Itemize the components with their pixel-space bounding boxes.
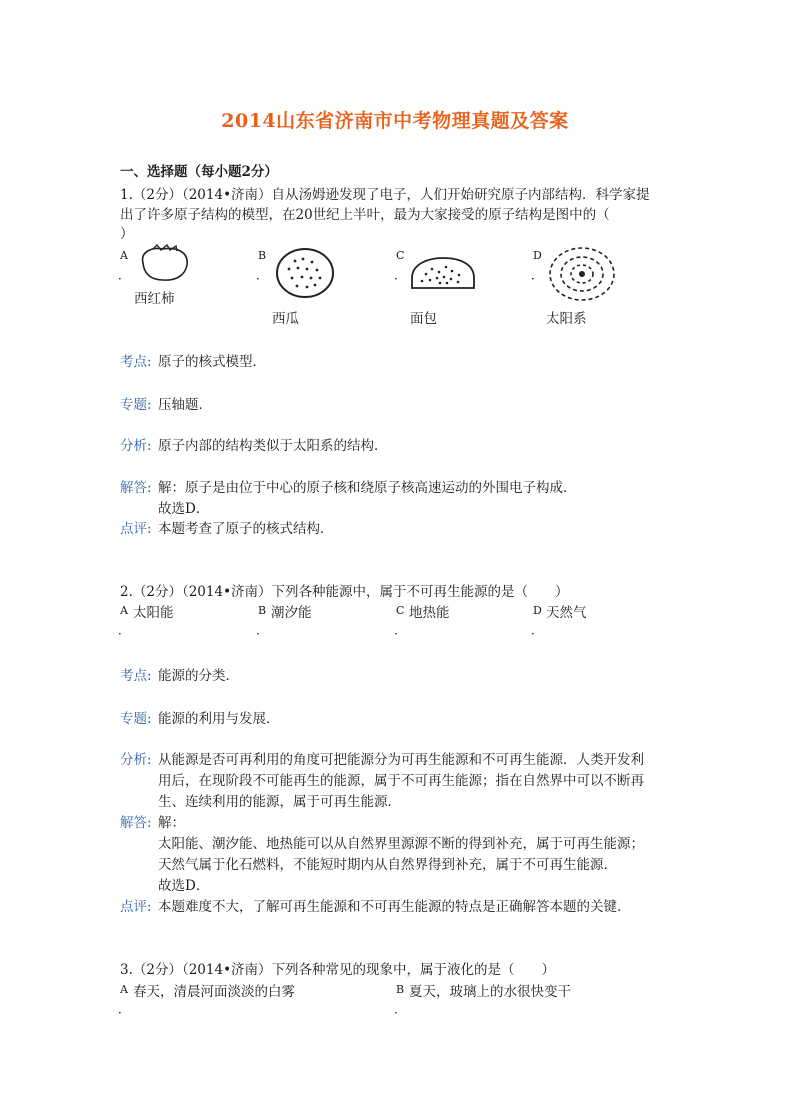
q1-kaodian-label: 考点: (120, 354, 152, 370)
option-text: 春天，清晨河面淡淡的白雾 (133, 984, 295, 1000)
q1-stem-line1: 1.（2分）（2014•济南）自从汤姆逊发现了电子，人们开始研究原子内部结构．科学家提 (120, 187, 650, 203)
option-letter: B (396, 983, 405, 996)
option-dot: ． (394, 268, 407, 282)
q2-jieda-line4: 故选D． (158, 878, 210, 894)
q2-jieda-label: 解答: (120, 815, 152, 831)
option-text: 天然气 (546, 605, 587, 621)
q2-kaodian-label: 考点: (120, 668, 152, 684)
option-letter: D (533, 249, 542, 262)
option-caption: 西瓜 (272, 311, 299, 327)
q1-fenxi: 原子内部的结构类似于太阳系的结构． (158, 438, 388, 454)
tomato-icon (137, 243, 193, 283)
q2-stem: 2.（2分）（2014•济南）下列各种能源中，属于不可再生能源的是（ ） (120, 584, 569, 600)
option-dot: ． (394, 1002, 407, 1016)
q2-jieda-line3: 天然气属于化石燃料，不能短时期内从自然界得到补充，属于不可再生能源． (158, 857, 617, 873)
q2-fenxi-label: 分析: (120, 752, 152, 768)
q2-jieda-line1: 解： (158, 815, 185, 831)
option-letter: A (120, 249, 128, 262)
option-text: 地热能 (409, 605, 450, 621)
option-dot: ． (118, 1002, 131, 1016)
option-text: 夏天，玻璃上的水很快变干 (409, 984, 571, 1000)
section-heading: 一、选择题（每小题2分） (120, 164, 278, 180)
q1-jieda-line1: 解：原子是由位于中心的原子核和绕原子核高速运动的外围电子构成． (158, 480, 577, 496)
option-caption: 太阳系 (546, 311, 587, 327)
watermelon-icon (275, 247, 335, 299)
q1-jieda-line2: 故选D． (158, 501, 210, 517)
option-dot: ． (531, 623, 544, 637)
option-dot: ． (394, 623, 407, 637)
q1-zhuanti-label: 专题: (120, 397, 152, 413)
q2-zhuanti: 能源的利用与发展． (158, 711, 280, 727)
q1-dianping-label: 点评: (120, 521, 152, 537)
option-letter: B (258, 604, 267, 617)
option-letter: A (120, 983, 128, 996)
q1-stem-line3: ） (120, 226, 134, 242)
q2-fenxi-line3: 生、连续利用的能源，属于可再生能源． (158, 794, 401, 810)
option-dot: ． (256, 268, 269, 282)
q1-stem-line2: 出了许多原子结构的模型，在20世纪上半叶，最为大家接受的原子结构是图中的（ (120, 207, 610, 223)
q1-dianping: 本题考查了原子的核式结构． (158, 521, 334, 537)
option-text: 潮汐能 (271, 605, 312, 621)
option-dot: ． (531, 268, 544, 282)
q2-jieda-line2: 太阳能、潮汐能、地热能可以从自然界里源源不断的得到补充，属于可再生能源； (158, 836, 644, 852)
option-text: 太阳能 (133, 605, 174, 621)
bread-icon (410, 256, 476, 292)
q2-dianping-label: 点评: (120, 899, 152, 915)
option-dot: ． (256, 623, 269, 637)
q1-zhuanti: 压轴题． (158, 397, 212, 413)
q3-stem: 3.（2分）（2014•济南）下列各种常见的现象中，属于液化的是（ ） (120, 962, 556, 978)
option-caption: 面包 (410, 311, 437, 327)
q2-kaodian: 能源的分类． (158, 668, 239, 684)
option-letter: B (258, 249, 267, 262)
q2-fenxi-line2: 用后，在现阶段不可能再生的能源，属于不可再生能源；指在自然界中可以不断再 (158, 773, 644, 789)
option-letter: A (120, 604, 128, 617)
option-dot: ． (118, 268, 131, 282)
solar-system-icon (548, 246, 616, 302)
option-letter: D (533, 604, 542, 617)
q2-zhuanti-label: 专题: (120, 711, 152, 727)
option-caption: 西红柿 (134, 291, 175, 307)
option-letter: C (396, 249, 405, 262)
q2-fenxi-line1: 从能源是否可再利用的角度可把能源分为可再生能源和不可再生能源．人类开发利 (158, 752, 644, 768)
q1-jieda-label: 解答: (120, 480, 152, 496)
q1-fenxi-label: 分析: (120, 438, 152, 454)
q2-dianping: 本题难度不大，了解可再生能源和不可再生能源的特点是正确解答本题的关键． (158, 899, 631, 915)
q1-kaodian: 原子的核式模型． (158, 354, 266, 370)
option-dot: ． (118, 623, 131, 637)
option-letter: C (396, 604, 405, 617)
page-title: 2014山东省济南市中考物理真题及答案 (221, 110, 569, 132)
